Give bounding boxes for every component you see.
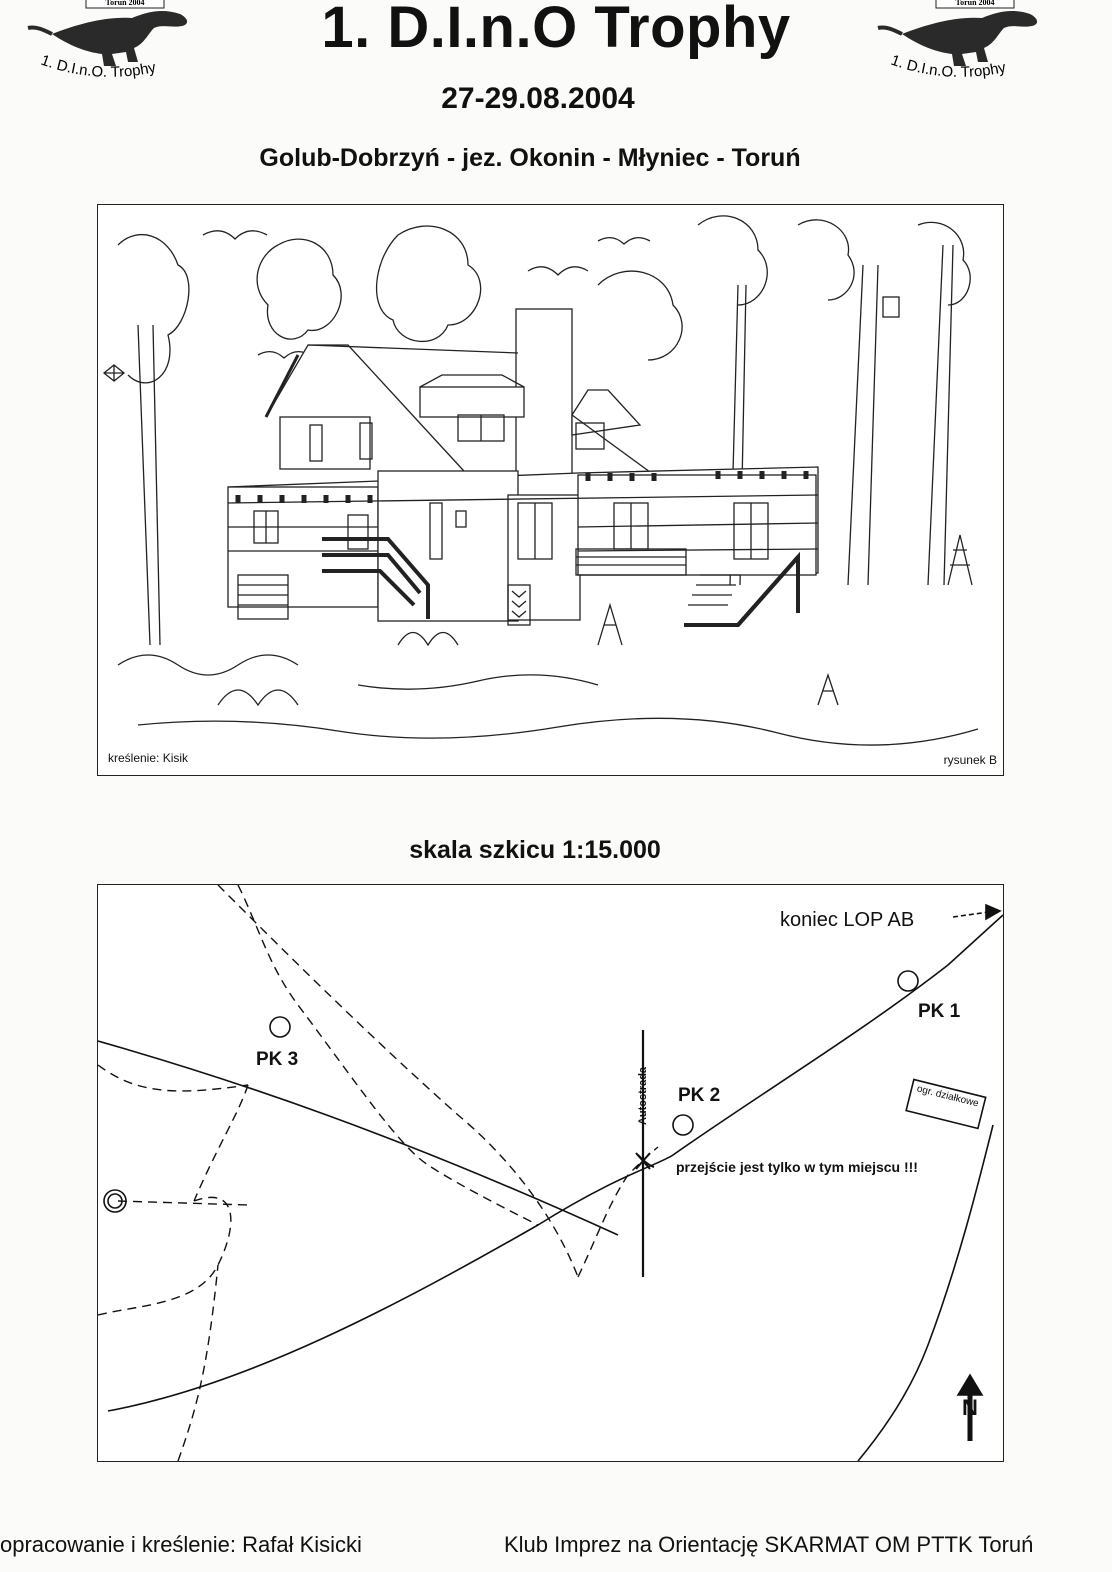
footer-club: Klub Imprez na Orientację SKARMAT OM PTTK Toruń: [504, 1532, 1034, 1557]
dashed-paths: [98, 885, 658, 1461]
allotments-label: ogr. działkowe: [915, 1083, 980, 1110]
route-sketch: [97, 884, 1004, 1462]
pk3-label: PK 3: [256, 1049, 299, 1070]
logo-right-arc-text: 1. D.I.n.O. Trophy: [888, 51, 1008, 81]
house-illustration: [98, 205, 1003, 775]
highway-label: Autostrada: [637, 1066, 649, 1126]
footer-author: opracowanie i kreślenie: Rafał Kisicki: [0, 1532, 362, 1557]
end-label: koniec LOP AB: [780, 909, 915, 931]
pk2-label: PK 2: [678, 1085, 721, 1106]
pk1-circle: [898, 971, 918, 991]
drawing-credit-left: kreślenie: Kisik: [108, 751, 189, 765]
logo-left-tag: Toruń 2004: [105, 0, 145, 7]
logo-right-tag: Toruń 2004: [955, 0, 995, 7]
pk1-label: PK 1: [918, 1001, 961, 1022]
page-title: 1. D.I.n.O Trophy: [321, 0, 791, 60]
drawing-credit-right: rysunek B: [943, 753, 997, 767]
north-label: N: [962, 1395, 978, 1420]
crossing-marker: [636, 1153, 654, 1169]
pk2-circle: [673, 1115, 693, 1135]
event-dates: 27-29.08.2004: [441, 82, 635, 115]
house-drawing: [97, 204, 1004, 776]
event-route: Golub-Dobrzyń - jez. Okonin - Młyniec - Toruń: [259, 144, 801, 172]
crossing-note: przejście jest tylko w tym miejscu !!!: [676, 1159, 918, 1175]
logo-left-arc-text: 1. D.I.n.O. Trophy: [38, 51, 158, 81]
pk3-circle: [270, 1017, 290, 1037]
sketch-scale: skala szkicu 1:15.000: [409, 836, 661, 864]
